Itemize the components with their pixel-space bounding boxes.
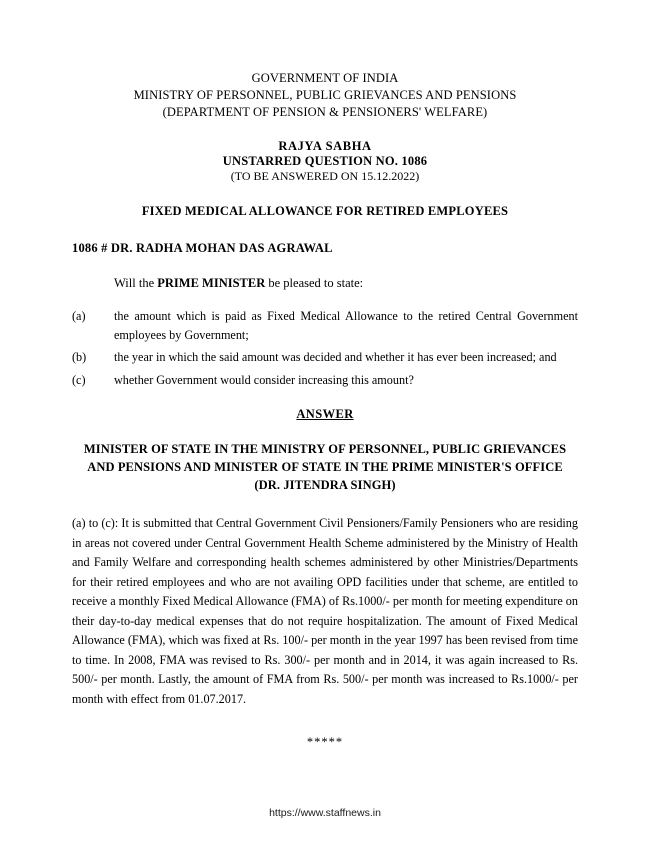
will-minister-title: PRIME MINISTER: [157, 276, 266, 290]
header-ministry: MINISTRY OF PERSONNEL, PUBLIC GRIEVANCES AND PENSIONS: [133, 88, 517, 102]
header-department: (DEPARTMENT OF PENSION & PENSIONERS' WELFARE): [162, 105, 488, 119]
header-government-of-india: GOVERNMENT OF INDIA: [251, 71, 399, 85]
item-label: (c): [72, 372, 86, 387]
house-name: RAJYA SABHA: [278, 139, 372, 153]
item-text: the year in which the said amount was decided and whether it has ever been increased; and: [114, 350, 557, 364]
minister-designation: [72, 440, 578, 494]
answer-reply-paragraph: (a) to (c): It is submitted that Central Government Civil Pensioners/Family Pensioners who are residing in areas not covered under Central Government Health Scheme administered by the Ministry of Health and Family Welfare and corresponding health schemes administered by other Ministries/Departments for their retired employees and who are not availing OPD facilities under that scheme, are entitled to receive a monthly Fixed Medical Allowance (FMA) of Rs.1000/- per month for meeting expenditure on their day-to-day medical expenses that do not require hospitalization. The amount of Fixed Medical Allowance (FMA), which was fixed at Rs. 100/- per month in the year 1997 has been revised from time to time. In 2008, FMA was revised to Rs. 300/- per month and in 2014, it was again increased to Rs. 500/- per month. Lastly, the amount of FMA from Rs. 500/- per month was increased to Rs.1000/- per month with effect from 01.07.2017.: [72, 516, 578, 706]
list-item: [72, 371, 578, 390]
list-item: [72, 348, 578, 367]
footer-watermark: https://www.staffnews.in: [269, 807, 381, 819]
list-item: [72, 307, 578, 344]
question-number: UNSTARRED QUESTION NO. 1086: [222, 154, 428, 168]
question-items: [72, 307, 578, 389]
will-minister-line: [72, 276, 578, 291]
item-text: the amount which is paid as Fixed Medical Allowance to the retired Central Government employees by Government;: [114, 309, 578, 342]
item-label: (b): [72, 350, 87, 364]
minister-line-3: (DR. JITENDRA SINGH): [254, 478, 396, 492]
minister-line-2: AND PENSIONS AND MINISTER OF STATE IN THE PRIME MINISTER'S OFFICE: [87, 460, 563, 474]
answer-heading: [72, 407, 578, 422]
minister-line-1: MINISTER OF STATE IN THE MINISTRY OF PERSONNEL, PUBLIC GRIEVANCES: [83, 442, 567, 456]
will-suffix: be pleased to state:: [265, 276, 364, 290]
will-prefix: Will the: [114, 276, 158, 290]
item-text: whether Government would consider increasing this amount?: [114, 372, 414, 387]
answer-date: (TO BE ANSWERED ON 15.12.2022): [230, 169, 420, 183]
answer-heading-text: ANSWER: [296, 407, 354, 421]
document-content: [72, 70, 578, 750]
end-marker: *****: [306, 735, 344, 749]
item-label: (a): [72, 309, 86, 323]
question-subject: FIXED MEDICAL ALLOWANCE FOR RETIRED EMPLOYEES: [141, 204, 509, 218]
question-member: 1086 # DR. RADHA MOHAN DAS AGRAWAL: [72, 241, 333, 255]
